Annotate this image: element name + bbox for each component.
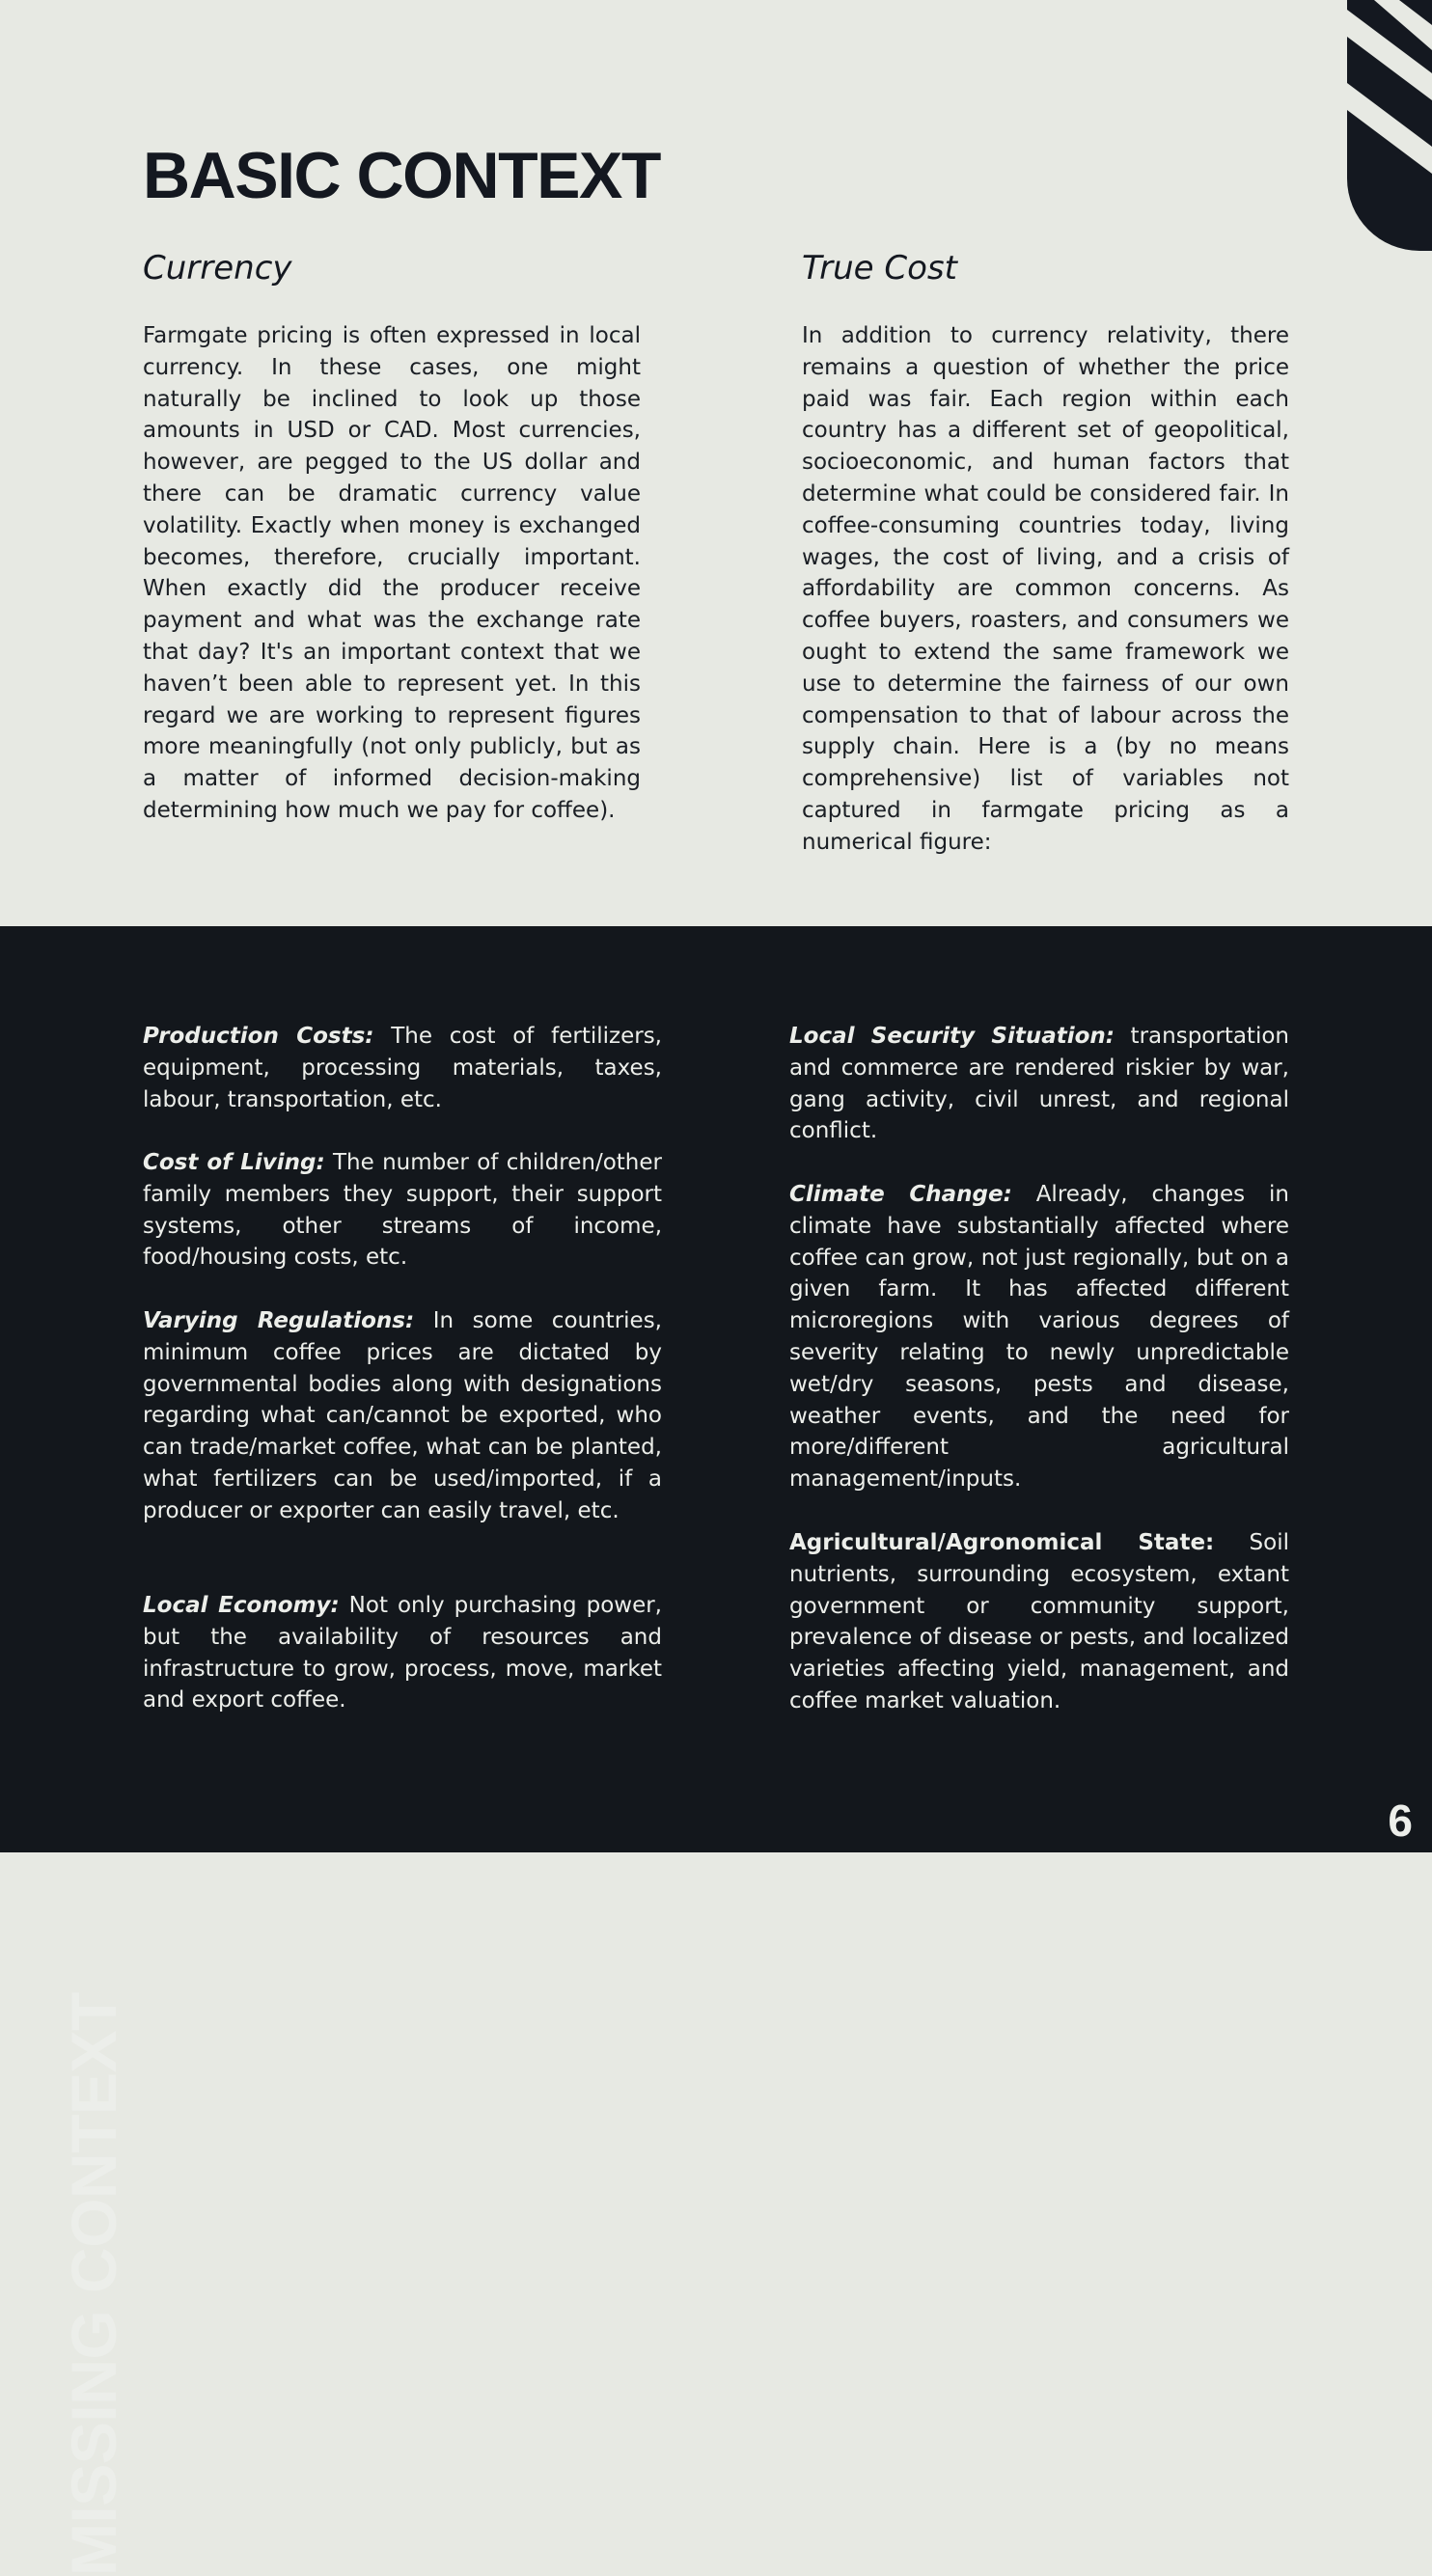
agricultural-state-item (789, 1527, 1289, 1717)
bottom-section (0, 926, 1432, 2576)
varying-regulations-label: Varying Regulations: (143, 1308, 415, 1333)
local-security-text: transportation and commerce are rendered riskier by war, gang activity, civil unrest, and regional conflict. (789, 1024, 1289, 1144)
local-security-item (789, 1021, 1289, 1147)
climate-change-text: Already, changes in climate have substantially affected where coffee can grow, not just regionally, but on a given farm. It has affected different microregions with various degrees of severity relating to newly unpredictable wet/dry seasons, pests and disease, weather events, and the need for more/different agricultural management/inputs. (789, 1182, 1289, 1493)
climate-change-label: Climate Change: (789, 1182, 1012, 1207)
cost-of-living-item (143, 1147, 662, 1274)
corner-stripes-decoration (1347, 0, 1432, 251)
agricultural-state-text: Soil nutrients, surrounding ecosystem, extant government or community support, prevalence of disease or pests, and localized varieties affecting yield, management, and coffee market valuation. (789, 1530, 1290, 1713)
basic-context-title: BASIC CONTEXT (143, 139, 660, 212)
production-costs-item (143, 1021, 662, 1115)
production-costs-label: Production Costs: (143, 1024, 374, 1049)
local-economy-item (143, 1590, 662, 1716)
varying-regulations-item (143, 1305, 662, 1527)
true-cost-paragraph: In addition to currency relativity, there remains a question of whether the price paid was fair. Each region within each country has a different set of geopolitical, socioeconomic, and human factors that determine what could be considered fair. In coffee-consuming countries today, living wages, the cost of living, and a crisis of affordability are common concerns. As coffee buyers, roasters, and consumers we ought to extend the same framework we use to determine the fairness of our own compensation to that of labour across the supply chain. Here is a (by no means comprehensive) list of variables not captured in farmgate pricing as a numerical figure: (802, 323, 1289, 855)
agricultural-state-label: Agricultural/Agronomical State: (789, 1530, 1215, 1555)
missing-context-title: MISSING CONTEXT (58, 1992, 129, 2576)
cost-of-living-text: The number of children/other family members they support, their support systems, other streams of income, food/housing costs, etc. (143, 1150, 662, 1271)
currency-heading: Currency (143, 249, 292, 288)
top-section (0, 0, 1432, 926)
currency-paragraph: Farmgate pricing is often expressed in local currency. In these cases, one might naturally be inclined to look up those amounts in USD or CAD. Most currencies, however, are pegged to the US dollar and there can be dramatic currency value volatility. Exactly when money is exchanged becomes, therefore, crucially important. When exactly did the producer receive payment and what was the exchange rate that day? It's an important context that we haven’t been able to represent yet. In this regard we are working to represent figures more meaningfully (not only publicly, but as a matter of informed decision-making determining how much we pay for coffee). (143, 323, 641, 823)
true-cost-heading: True Cost (802, 249, 957, 288)
local-economy-text: Not only purchasing power, but the availability of resources and infrastructure to grow, process, move, market and export coffee. (143, 1593, 662, 1713)
cost-of-living-label: Cost of Living: (143, 1150, 325, 1175)
varying-regulations-text: In some countries, minimum coffee prices are dictated by governmental bodies along with designations regarding what can/cannot be exported, who can trade/market coffee, what can be planted, what fertilizers can be used/imported, if a producer or exporter can easily travel, etc. (143, 1308, 662, 1523)
climate-change-item (789, 1179, 1289, 1495)
production-costs-text: The cost of fertilizers, equipment, processing materials, taxes, labour, transportation, etc. (143, 1024, 662, 1112)
page-number: 6 (1388, 1795, 1413, 1846)
local-security-label: Local Security Situation: (789, 1024, 1115, 1049)
local-economy-label: Local Economy: (143, 1593, 340, 1618)
